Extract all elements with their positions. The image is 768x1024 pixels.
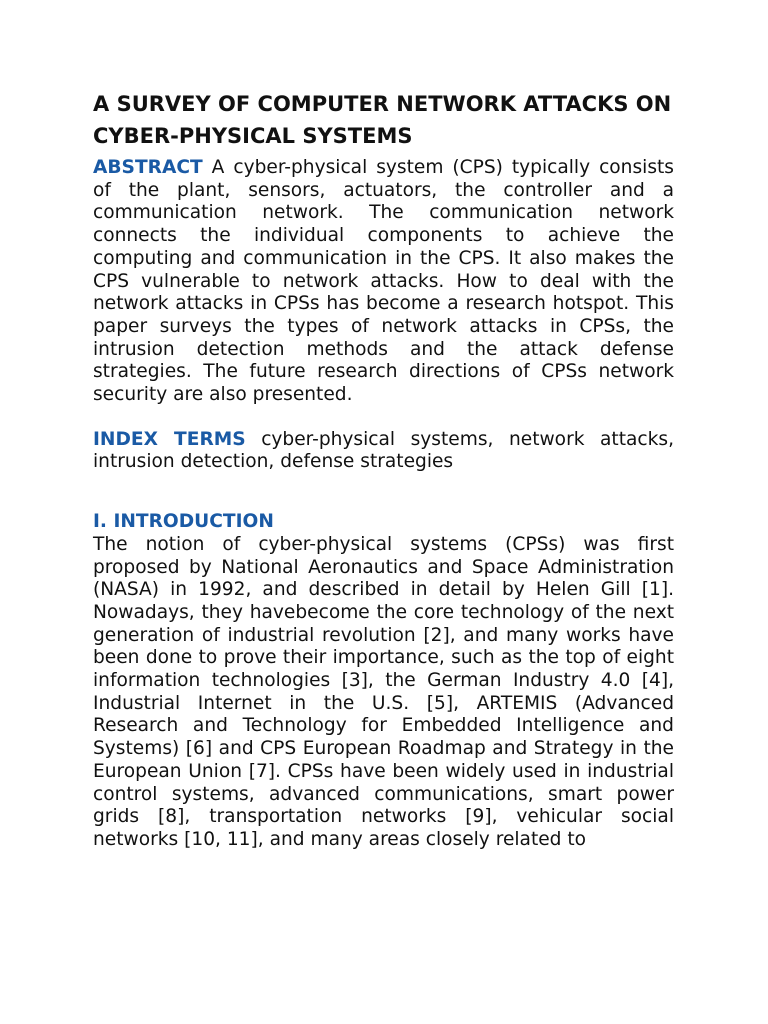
document-page	[93, 88, 674, 852]
index-terms-paragraph	[93, 429, 674, 474]
index-terms-label: INDEX TERMS	[93, 428, 246, 450]
abstract-paragraph	[93, 157, 674, 407]
paper-title: A SURVEY OF COMPUTER NETWORK ATTACKS ON CYBER-PHYSICAL SYSTEMS	[93, 92, 672, 148]
introduction-heading: I. INTRODUCTION	[93, 511, 274, 533]
abstract-label: ABSTRACT	[93, 157, 203, 178]
index-terms-text: cyber-physical systems, network attacks, intrusion detection, defense strategies	[93, 428, 674, 473]
abstract-text: A cyber-physical system (CPS) typically consists of the plant, sensors, actuators, the controller and a communication network. The communication network connects the individual components to achieve the computing and communication in the CPS. It also makes the CPS vulnerable to network attacks. How to deal with the network attacks in CPSs has become a research hotspot. This paper surveys the types of network attacks in CPSs, the intrusion detection methods and the attack defense strategies. The future research directions of CPSs network security are also presented.	[93, 157, 674, 406]
introduction-paragraph: The notion of cyber-physical systems (CPSs) was first proposed by National Aeronautics and Space Administration (NASA) in 1992, and described in detail by Helen Gill [1]. Nowadays, they havebecome the core technology of the next generation of industrial revolution [2], and many works have been done to prove their importance, such as the top of eight information technologies [3], the German Industry 4.0 [4], Industrial Internet in the U.S. [5], ARTEMIS (Advanced Research and Technology for Embedded Intelligence and Systems) [6] and CPS European Roadmap and Strategy in the European Union [7]. CPSs have been widely used in industrial control systems, advanced communications, smart power grids [8], transportation networks [9], vehicular social networks [10, 11], and many areas closely related to	[93, 533, 674, 850]
